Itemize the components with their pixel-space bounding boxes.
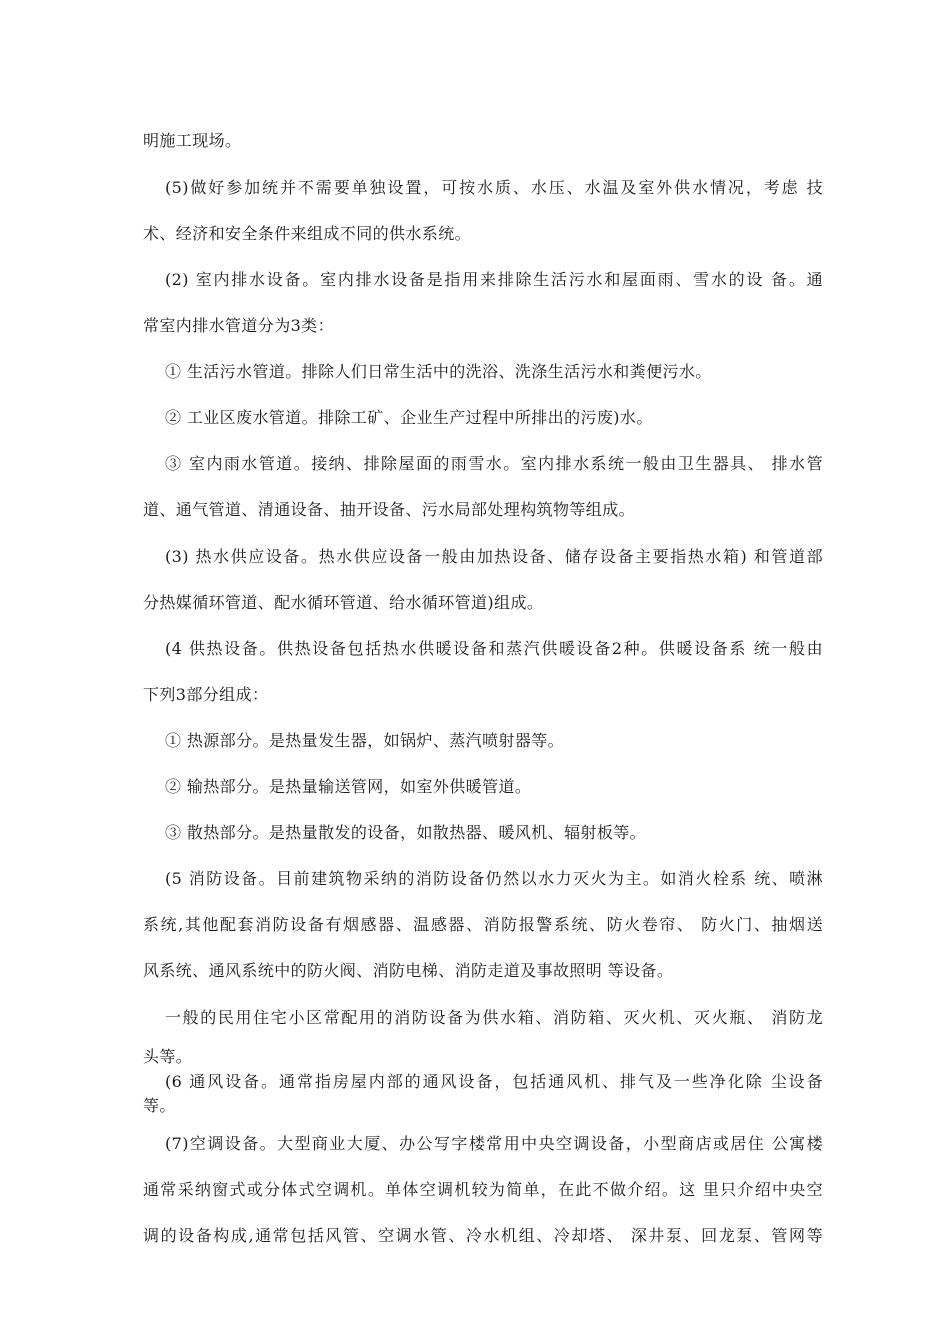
text-line: (2) 室内排水设备。室内排水设备是指用来排除生活污水和屋面雨、雪水的设 备。通 xyxy=(165,270,823,289)
text-line: 明施工现场。 xyxy=(143,131,242,150)
list-item: ③ 室内雨水管道。接纳、排除屋面的雨雪水。室内排水系统一般由卫生器具、 排水管 xyxy=(165,454,823,473)
text-line: 系统,其他配套消防设备有烟感器、温感器、消防报警系统、防火卷帘、 防火门、抽烟送 xyxy=(143,915,823,934)
list-item: ② 输热部分。是热量输送管网，如室外供暖管道。 xyxy=(165,777,532,796)
text-line: 术、经济和安全条件来组成不同的供水系统。 xyxy=(143,224,472,243)
list-item: ① 生活污水管道。排除人们日常生活中的洗浴、洗涤生活污水和粪便污水。 xyxy=(165,362,712,381)
text-line: 一般的民用住宅小区常配用的消防设备为供水箱、消防箱、灭火机、灭火瓶、 消防龙 xyxy=(165,1008,823,1027)
list-item: ② 工业区废水管道。排除工矿、企业生产过程中所排出的污废)水。 xyxy=(165,408,653,427)
text-line: (4 供热设备。供热设备包括热水供暖设备和蒸汽供暖设备2种。供暖设备系 统一般由 xyxy=(165,639,823,658)
text-line: 风系统、通风系统中的防火阀、消防电梯、消防走道及事故照明 等设备。 xyxy=(143,961,674,980)
text-line: (7)空调设备。大型商业大厦、办公写字楼常用中央空调设备，小型商店或居住 公寓楼 xyxy=(165,1134,823,1153)
text-line: 头等。 xyxy=(143,1047,193,1066)
text-line: (5)做好参加统并不需要单独设置，可按水质、水压、水温及室外供水情况，考虑 技 xyxy=(165,178,823,197)
list-item: ③ 散热部分。是热量散发的设备，如散热器、暖风机、辐射板等。 xyxy=(165,823,647,842)
text-line: (5 消防设备。目前建筑物采纳的消防设备仍然以水力灭火为主。如消火栓系 统、喷淋 xyxy=(165,869,823,888)
text-line: 分热媒循环管道、配水循环管道、给水循环管道)组成。 xyxy=(143,593,544,612)
text-line: 常室内排水管道分为3类： xyxy=(143,316,334,335)
text-line: 调的设备构成,通常包括风管、空调水管、冷水机组、冷却塔、 深井泵、回龙泵、管网等 xyxy=(143,1226,823,1245)
text-line: 道、通气管道、清通设备、抽开设备、污水局部处理构筑物等组成。 xyxy=(143,500,636,519)
text-line: (3) 热水供应设备。热水供应设备一般由加热设备、储存设备主要指热水箱) 和管道部 xyxy=(165,547,823,566)
text-line: 下列3部分组成： xyxy=(143,685,269,704)
text-line: 通常采纳窗式或分体式空调机。单体空调机较为简单，在此不做介绍。这 里只介绍中央空 xyxy=(143,1180,823,1199)
list-item: ① 热源部分。是热量发生器，如锅炉、蒸汽喷射器等。 xyxy=(165,731,565,750)
text-line: 等。 xyxy=(143,1096,176,1115)
text-line: (6 通风设备。通常指房屋内部的通风设备，包括通风机、排气及一些净化除 尘设备 xyxy=(165,1072,823,1091)
